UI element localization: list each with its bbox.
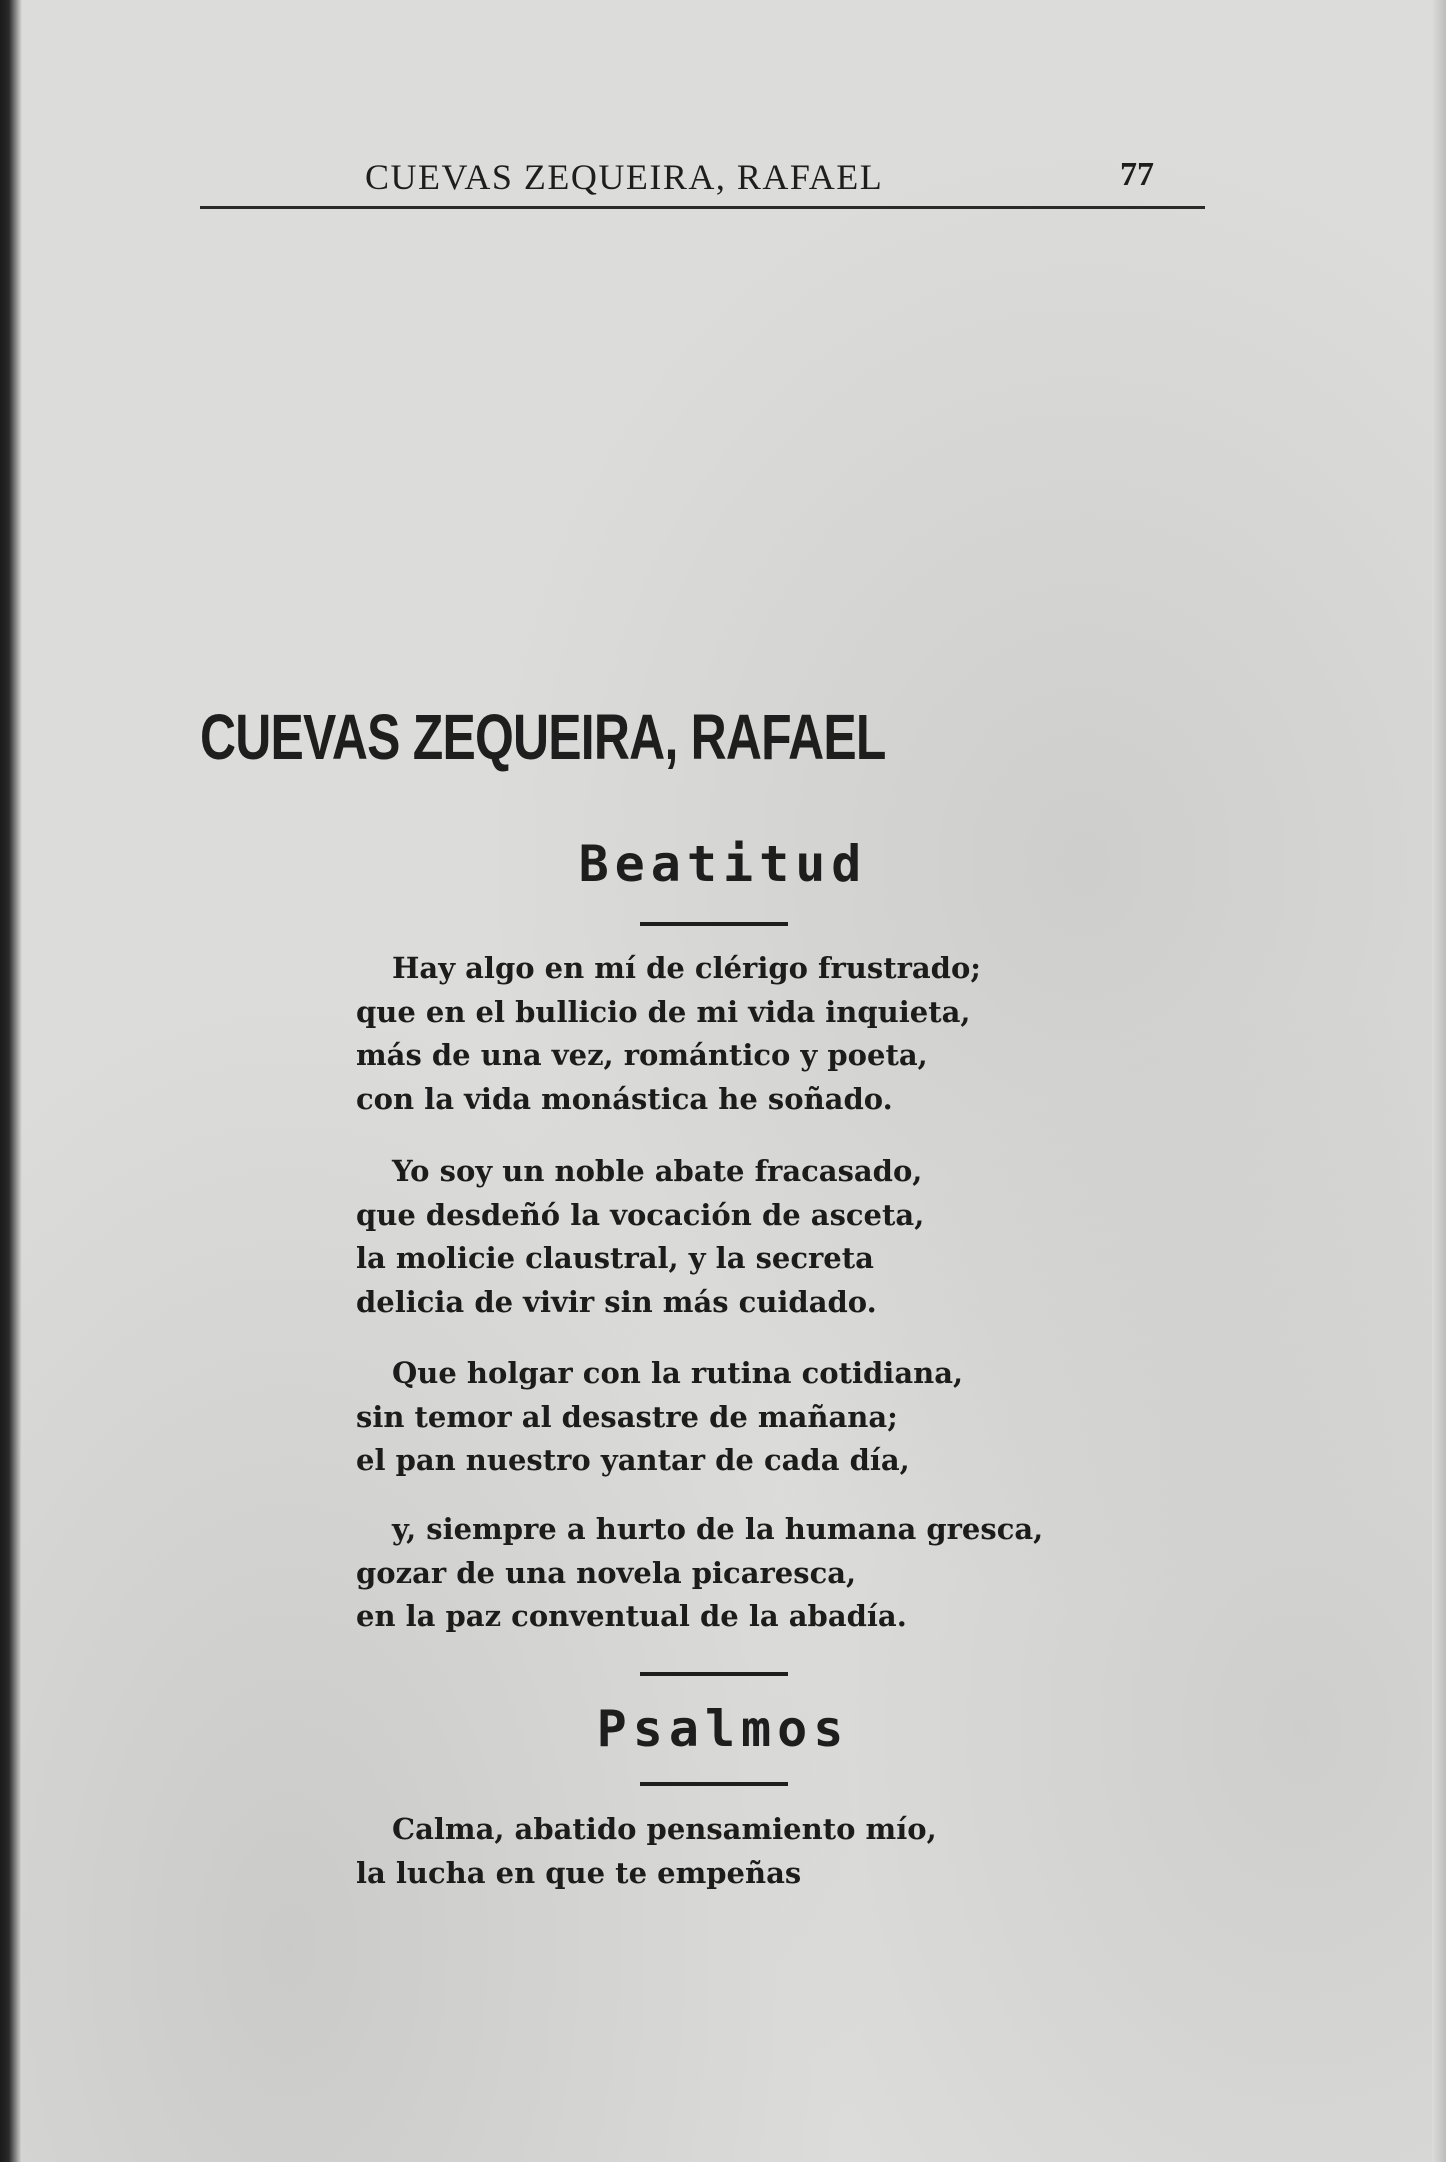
verse-line: que desdeñó la vocación de asceta, <box>356 1197 925 1232</box>
page-binding-edge <box>0 0 22 2162</box>
page-right-edge <box>1432 0 1446 2162</box>
verse-line: Calma, abatido pensamiento mío, <box>392 1812 937 1846</box>
verse-line: la lucha en que te empeñas <box>356 1855 802 1890</box>
verse-line: con la vida monástica he soñado. <box>356 1081 893 1116</box>
stanza <box>356 1150 924 1324</box>
stanza <box>356 1352 963 1483</box>
poem-title-beatitud: Beatitud <box>578 835 868 893</box>
verse-line: que en el bullicio de mi vida inquieta, <box>356 994 971 1029</box>
title-rule <box>640 922 788 926</box>
stanza <box>356 1808 937 1895</box>
verse-line: Que holgar con la rutina cotidiana, <box>392 1356 964 1390</box>
title-rule <box>640 1672 788 1676</box>
verse-line: en la paz conventual de la abadía. <box>356 1599 907 1633</box>
stanza <box>356 1508 1043 1639</box>
verse-line: más de una vez, romántico y poeta, <box>356 1038 928 1072</box>
verse-line: delicia de vivir sin más cuidado. <box>356 1284 877 1319</box>
verse-line: Yo soy un noble abate fracasado, <box>392 1154 923 1188</box>
verse-line: el pan nuestro yantar de cada día, <box>356 1443 910 1477</box>
stanza <box>356 947 981 1121</box>
running-title: CUEVAS ZEQUEIRA, RAFAEL <box>365 157 884 197</box>
running-header <box>200 150 1205 209</box>
author-heading: CUEVAS ZEQUEIRA, RAFAEL <box>200 701 886 773</box>
verse-line: la molicie claustral, y la secreta <box>356 1241 874 1275</box>
poem-title-psalmos: Psalmos <box>596 1700 850 1758</box>
verse-line: sin temor al desastre de mañana; <box>356 1399 898 1434</box>
title-rule <box>640 1782 788 1786</box>
verse-line: gozar de una novela picaresca, <box>356 1555 857 1590</box>
verse-line: Hay algo en mí de clérigo frustrado; <box>392 951 982 985</box>
page-number: 77 <box>1120 156 1154 193</box>
verse-line: y, siempre a hurto de la humana gresca, <box>392 1512 1044 1546</box>
